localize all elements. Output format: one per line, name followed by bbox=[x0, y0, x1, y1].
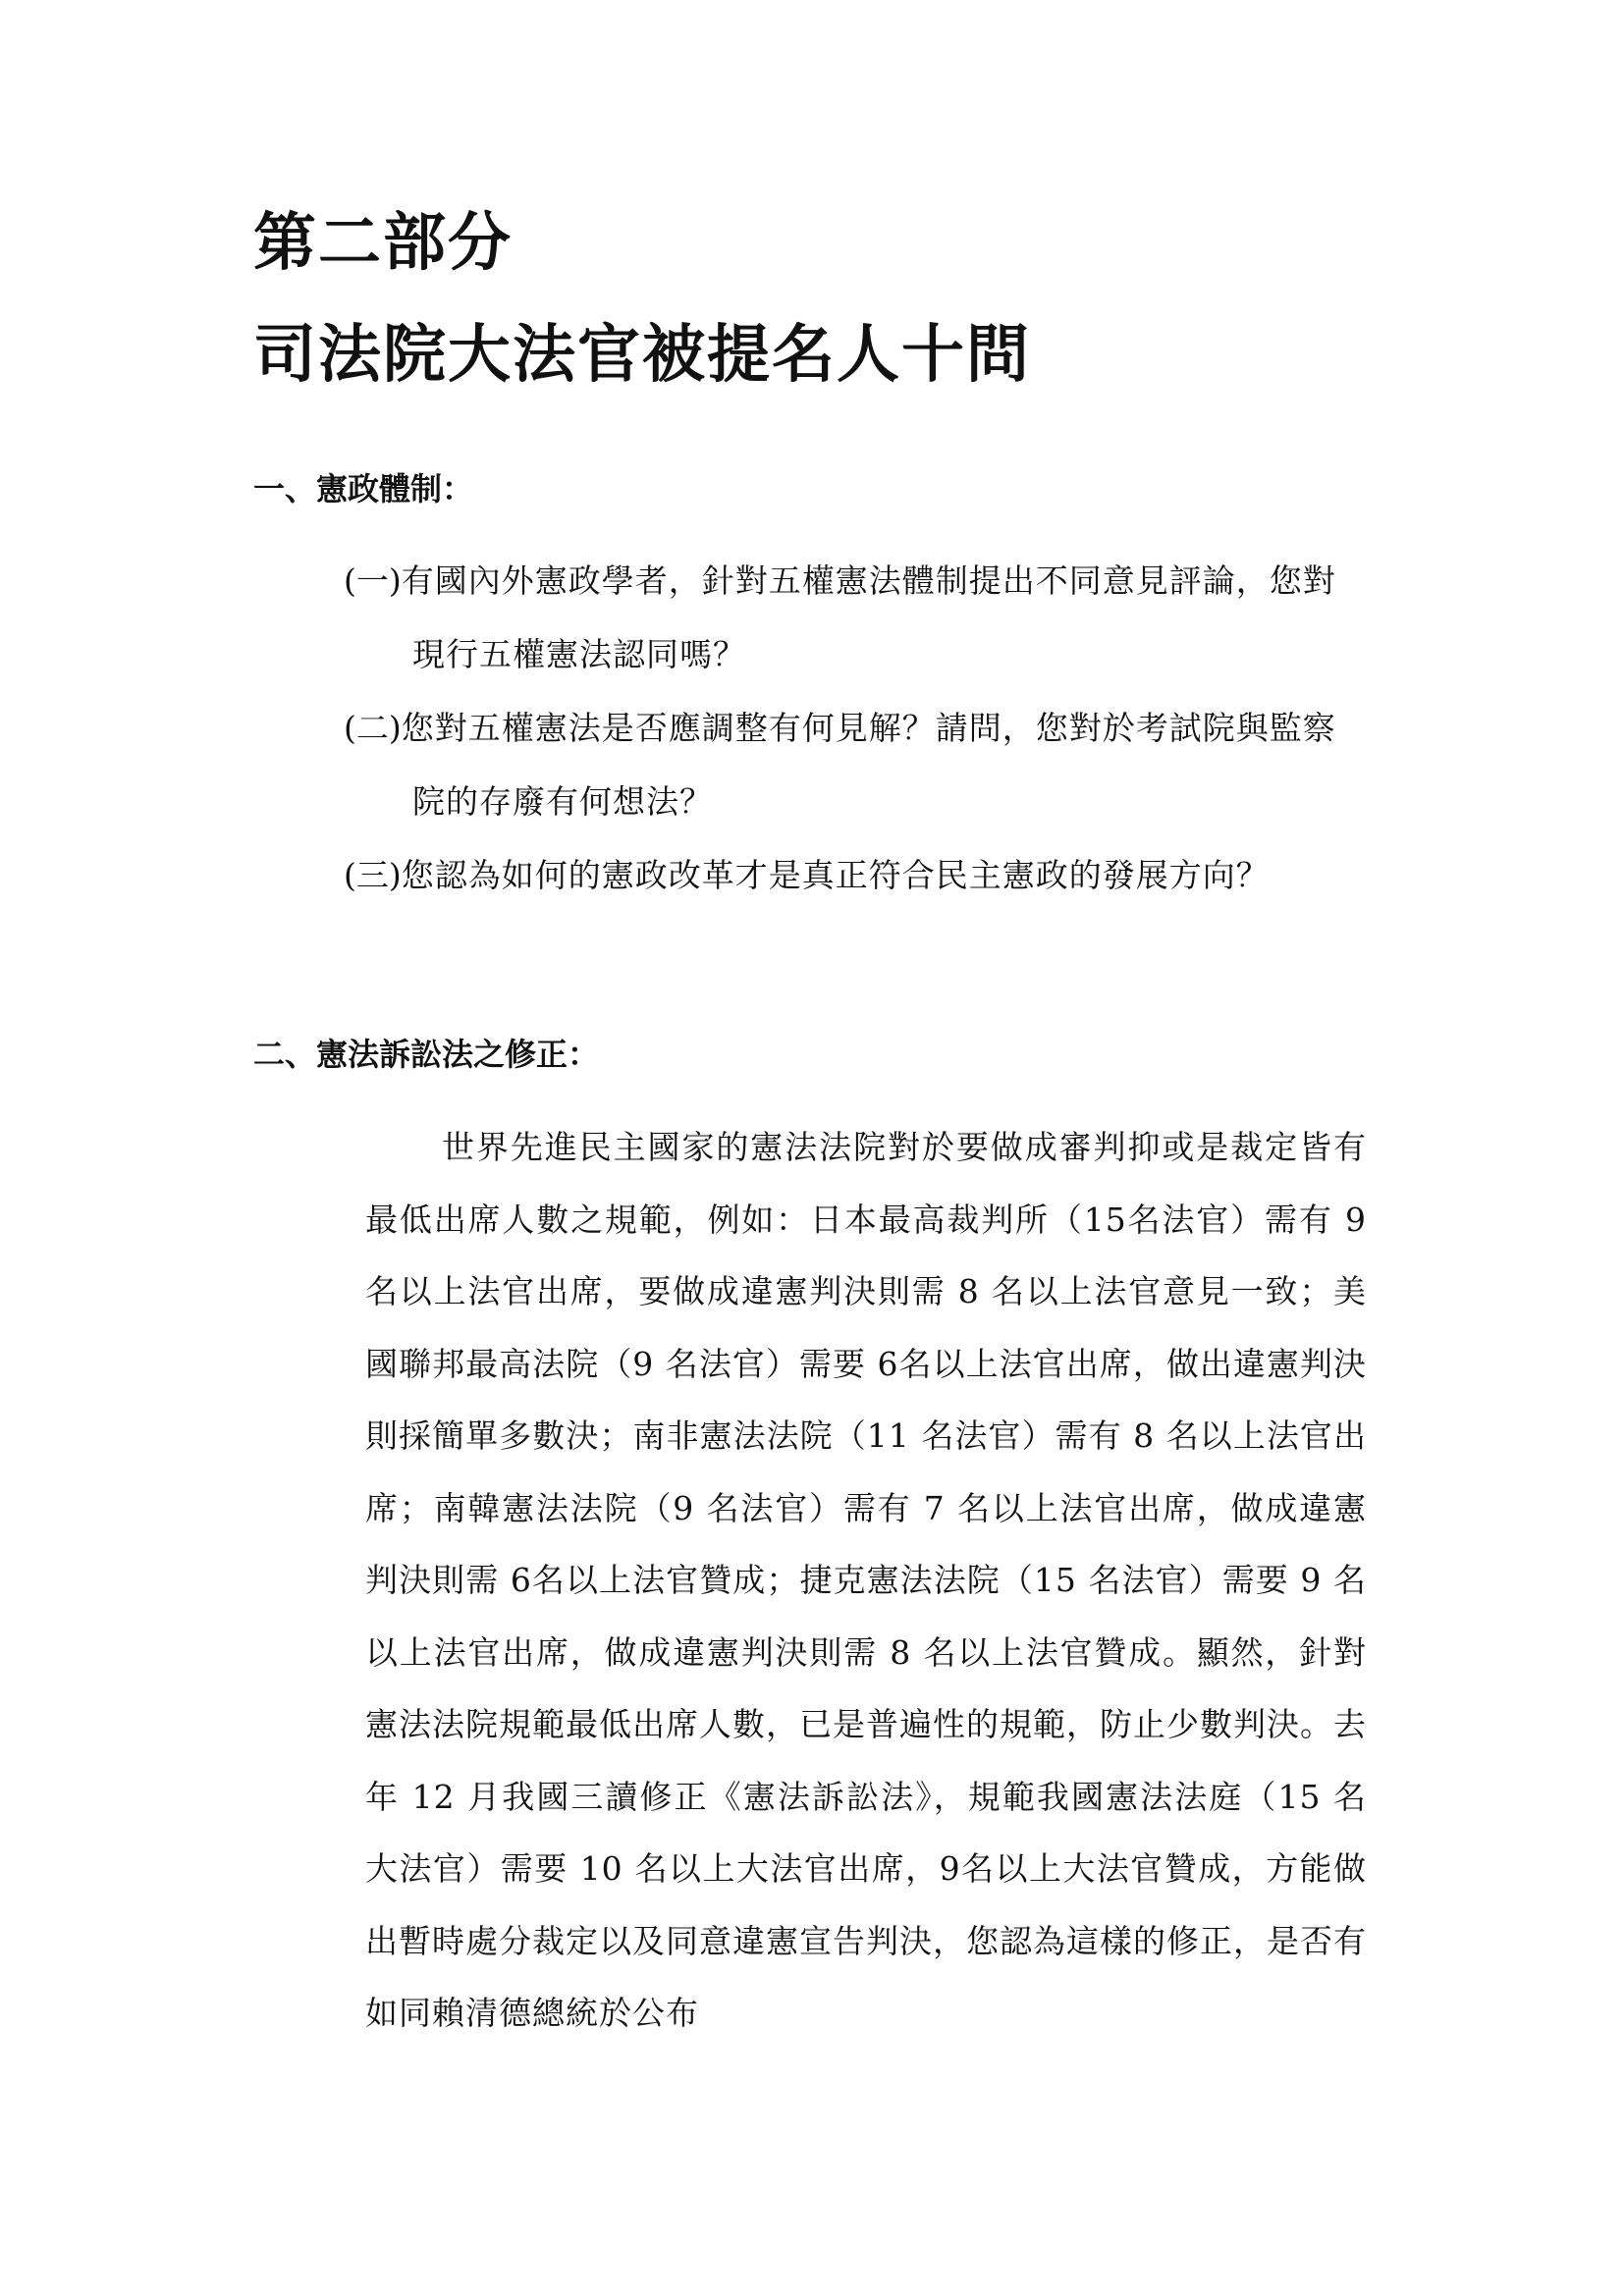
question-number: (三) bbox=[344, 856, 402, 894]
question-item bbox=[344, 838, 1365, 912]
page-title: 司法院大法官被提名人十問 bbox=[253, 319, 1031, 392]
question-number: (一) bbox=[344, 561, 402, 600]
question-text: 您認為如何的憲政改革才是真正符合民主憲政的發展方向？ bbox=[401, 856, 1270, 894]
question-item bbox=[344, 544, 1365, 691]
section-heading-constitutional-system: 一、憲政體制： bbox=[253, 470, 474, 507]
question-number: (二) bbox=[344, 709, 402, 747]
question-text: 您對五權憲法是否應調整有何見解？請問，您對於考試院與監察院的存廢有何想法？ bbox=[401, 709, 1336, 821]
question-list bbox=[344, 544, 1365, 912]
section-heading-constitutional-litigation-act: 二、憲法訴訟法之修正： bbox=[253, 1036, 600, 1073]
question-text: 有國內外憲政學者，針對五權憲法體制提出不同意見評論，您對現行五權憲法認同嗎？ bbox=[401, 561, 1336, 673]
section-paragraph: 世界先進民主國家的憲法法院對於要做成審判抑或是裁定皆有最低出席人數之規範，例如：日本最高裁判所（15名法官）需有 9 名以上法官出席，要做成違憲判決則需 8 名以上法官意見一致；美國聯邦最高法院（9 名法官）需要 6名以上法官出席，做出違憲判決則採簡單多數決；南非憲法法院（11 名法官）需有 8 名以上法官出席；南韓憲法法院（9 名法官）需有 7 名以上法官出席，做成違憲判決則需 6名以上法官贊成；捷克憲法法院（15 名法官）需要 9 名以上法官出席，做成違憲判決則需 8 名以上法官贊成。顯然，針對憲法法院規範最低出席人數，已是普遍性的規範，防止少數判決。去年 12 月我國三讀修正《憲法訴訟法》，規範我國憲法法庭（15 名大法官）需要 10 名以上大法官出席，9名以上大法官贊成，方能做出暫時處分裁定以及同意違憲宣告判決，您認為這樣的修正，是否有如同賴清德總統於公布 bbox=[365, 1128, 1367, 2032]
question-item bbox=[344, 691, 1365, 838]
part-title: 第二部分 bbox=[253, 207, 513, 280]
